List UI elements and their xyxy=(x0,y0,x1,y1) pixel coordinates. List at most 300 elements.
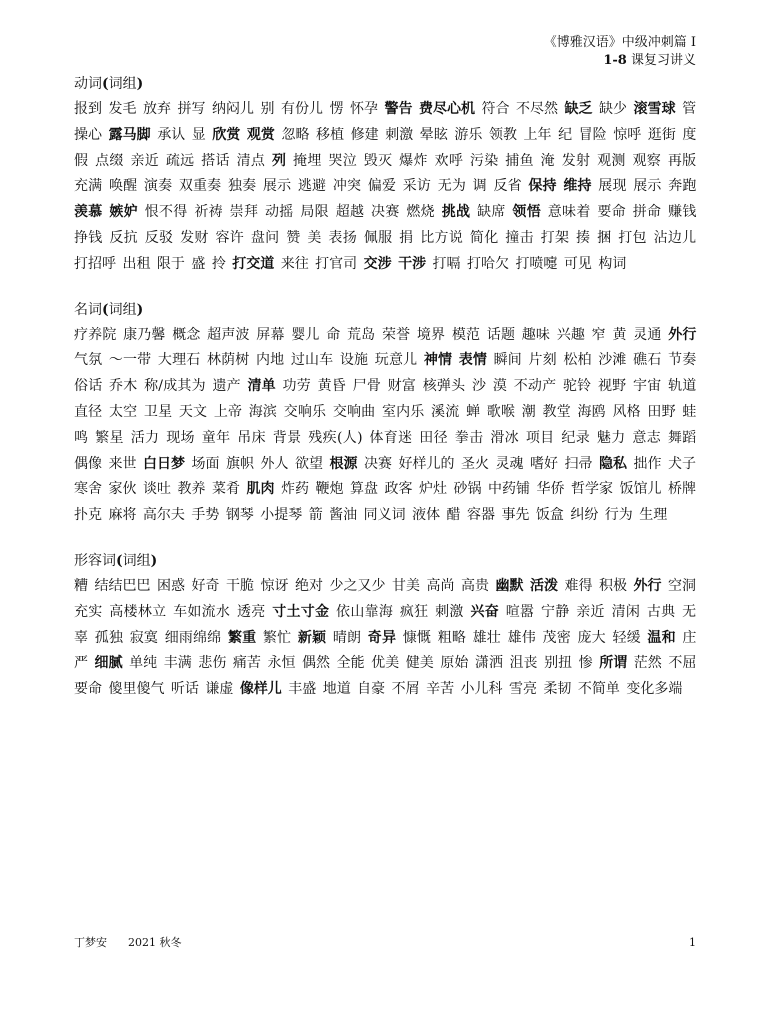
vocab-word: 保持 xyxy=(528,178,557,195)
vocab-word: 拳击 xyxy=(454,429,484,446)
vocab-word: 醋 xyxy=(446,507,461,524)
vocab-word: 可见 xyxy=(563,255,592,272)
vocab-word: 放弃 xyxy=(143,101,172,117)
vocab-word: 出租 xyxy=(122,255,151,272)
vocab-word: 遗产 xyxy=(212,378,241,395)
vocab-word: 教养 xyxy=(177,481,206,498)
vocab-word: 清单 xyxy=(247,378,276,395)
vocab-word: 显 xyxy=(191,126,206,143)
nouns-section xyxy=(74,300,696,529)
vocab-word: 双重奏 xyxy=(178,178,222,195)
vocab-word: 漠 xyxy=(492,378,508,395)
vocab-word: 命 xyxy=(326,326,341,343)
vocab-word: 发射 xyxy=(561,152,591,169)
vocab-word: 优美 xyxy=(371,655,400,672)
vocab-word: 愣 xyxy=(329,101,344,117)
vocab-word: 露马脚 xyxy=(108,126,151,143)
vocab-word: 沮丧 xyxy=(509,655,538,672)
vocab-word: 窄 xyxy=(591,326,606,343)
vocab-word: 圣火 xyxy=(461,455,490,472)
verbs-section xyxy=(74,74,696,278)
vocab-word: 繁忙 xyxy=(262,629,292,646)
vocabulary-content xyxy=(74,74,696,725)
nouns-heading xyxy=(74,300,696,320)
vocab-word: 费尽心机 xyxy=(419,101,476,117)
handout-label: 课复习讲义 xyxy=(626,53,696,68)
vocab-word: 调 xyxy=(472,178,487,195)
vocab-word: 干脆 xyxy=(226,577,255,594)
vocab-word: 室内乐 xyxy=(381,403,425,420)
vocab-word: 奇异 xyxy=(367,629,397,646)
adjectives-heading-main: 形容词 xyxy=(74,552,116,569)
vocab-word: 庄严 xyxy=(74,629,697,672)
vocab-word: 现场 xyxy=(166,429,195,446)
vocab-word: 逛街 xyxy=(647,126,676,143)
vocab-word: 忽略 xyxy=(281,126,310,143)
vocab-word: 吊床 xyxy=(237,429,266,446)
vocab-word: 赚钱 xyxy=(668,204,697,221)
vocab-word: 模范 xyxy=(451,326,481,343)
vocab-word: 表扬 xyxy=(328,229,358,246)
heading-paren-open: ( xyxy=(116,552,123,569)
vocab-word: 辛苦 xyxy=(426,681,455,698)
vocab-word: 变化多端 xyxy=(626,681,683,698)
vocab-word: 田径 xyxy=(419,429,448,446)
vocab-word: 移植 xyxy=(316,126,345,143)
vocab-word: 警告 xyxy=(384,101,413,117)
page-number: 1 xyxy=(689,936,696,949)
vocab-word: 温和 xyxy=(647,629,676,646)
vocab-word: 酱油 xyxy=(329,507,358,524)
vocab-word: 粗略 xyxy=(437,629,467,646)
vocab-word: 庞大 xyxy=(577,629,606,646)
vocab-word: 表情 xyxy=(458,352,488,369)
vocab-word: 林荫树 xyxy=(206,352,250,369)
vocab-word: 新颖 xyxy=(297,629,327,646)
vocab-word: 犬子 xyxy=(668,455,697,472)
vocab-word: 谈吐 xyxy=(143,481,172,498)
vocab-word: 点缀 xyxy=(95,152,124,169)
vocab-word: 松柏 xyxy=(563,352,592,369)
vocab-word: 发毛 xyxy=(108,101,137,117)
vocab-word: 雄壮 xyxy=(472,629,501,646)
vocab-word: 单纯 xyxy=(129,655,158,672)
vocab-word: 不尽然 xyxy=(516,101,559,117)
vocab-word: 天文 xyxy=(178,403,208,420)
vocab-word: 背景 xyxy=(272,429,302,446)
vocab-word: 拼命 xyxy=(632,204,662,221)
vocab-word: 隐私 xyxy=(599,455,628,472)
vocab-word: 听话 xyxy=(170,681,199,698)
vocab-word: 宇宙 xyxy=(633,378,662,395)
vocab-word: 外行 xyxy=(668,326,697,343)
vocab-word: 所谓 xyxy=(599,655,628,672)
vocab-word: 宁静 xyxy=(541,603,570,620)
vocab-word: 惨 xyxy=(578,655,593,672)
vocab-word: 轨道 xyxy=(668,378,697,395)
vocab-word: 哲学家 xyxy=(571,481,614,498)
vocab-word: 领悟 xyxy=(512,204,541,221)
vocab-word: 卫星 xyxy=(143,403,173,420)
verbs-heading-sub: 词组 xyxy=(108,76,137,92)
vocab-word: 高贵 xyxy=(461,577,490,594)
vocab-word: 打包 xyxy=(618,229,647,246)
vocab-word: 玩意儿 xyxy=(374,352,418,369)
vocab-word: 打官司 xyxy=(315,255,358,272)
vocab-word: 羡慕 xyxy=(74,204,103,221)
vocab-word: 舞蹈 xyxy=(667,429,697,446)
vocab-word: 古典 xyxy=(646,603,676,620)
vocab-word: 打哈欠 xyxy=(466,255,509,272)
vocab-word: 政客 xyxy=(384,481,413,498)
vocab-word: 嗜好 xyxy=(530,455,559,472)
verbs-word-list xyxy=(74,97,696,278)
vocab-word: 幽默 xyxy=(495,577,524,594)
vocab-word: 刺激 xyxy=(385,126,414,143)
vocab-word: 细腻 xyxy=(94,655,123,672)
vocab-word: 寒舍 xyxy=(74,481,103,498)
vocab-word: 傻里傻气 xyxy=(108,681,165,698)
vocab-word: 炸药 xyxy=(281,481,310,498)
vocab-word: 采访 xyxy=(402,178,432,195)
vocab-word: 意味着 xyxy=(547,204,591,221)
vocab-word: 灵魂 xyxy=(495,455,524,472)
vocab-word: 无辜 xyxy=(74,603,697,646)
nouns-heading-main: 名词 xyxy=(74,301,102,318)
vocab-word: 孤独 xyxy=(94,629,124,646)
vocab-word: 高尚 xyxy=(426,577,455,594)
vocab-word: 算盘 xyxy=(350,481,379,498)
vocab-word: 甘美 xyxy=(392,577,421,594)
vocab-word: 繁星 xyxy=(95,429,124,446)
vocab-word: 荒岛 xyxy=(346,326,376,343)
vocab-word: 偶像 xyxy=(74,455,103,472)
vocab-word: 哭泣 xyxy=(328,152,358,169)
vocab-word: 积极 xyxy=(599,577,628,594)
vocab-word: 纪录 xyxy=(561,429,591,446)
nouns-word-list xyxy=(74,323,696,529)
vocab-word: 动摇 xyxy=(265,204,294,221)
vocab-word: 打嗝 xyxy=(432,255,461,272)
vocab-word: 欣赏 xyxy=(212,126,241,143)
vocab-word: 繁重 xyxy=(227,629,257,646)
vocab-word: 盘问 xyxy=(250,229,280,246)
vocab-word: 超声波 xyxy=(207,326,250,343)
vocab-word: 痛苦 xyxy=(232,655,261,672)
vocab-word: 海滨 xyxy=(248,403,278,420)
vocab-word: 逃避 xyxy=(297,178,327,195)
vocab-word: 境界 xyxy=(416,326,446,343)
vocab-word: 饭盒 xyxy=(535,507,564,524)
vocab-word: 度假 xyxy=(74,126,697,169)
vocab-word: 欢呼 xyxy=(434,152,464,169)
vocab-word: 瞬间 xyxy=(493,352,522,369)
vocab-word: 蝉 xyxy=(466,403,481,420)
vocab-word: 怀孕 xyxy=(350,101,379,117)
vocab-word: 反抗 xyxy=(109,229,138,246)
heading-paren-close: ) xyxy=(150,552,158,569)
page-header xyxy=(544,34,696,70)
vocab-word: 残疾(人) xyxy=(308,429,363,446)
vocab-word: 嫉妒 xyxy=(109,204,138,221)
vocab-word: 活泼 xyxy=(530,577,559,594)
vocab-word: 滚雪球 xyxy=(633,101,676,117)
vocab-word: 简化 xyxy=(469,229,499,246)
course-title: 《博雅汉语》中级冲刺篇 I xyxy=(543,35,696,50)
lesson-range: 1-8 xyxy=(603,53,627,68)
vocab-word: 惊讶 xyxy=(260,577,289,594)
vocab-word: 沙 xyxy=(471,378,487,395)
vocab-word: 柔韧 xyxy=(543,681,572,698)
vocab-word: 拎 xyxy=(211,255,226,272)
vocab-word: 设施 xyxy=(339,352,369,369)
vocab-word: 绝对 xyxy=(295,577,324,594)
vocab-word: 捕鱼 xyxy=(505,152,534,169)
vocab-word: 内地 xyxy=(255,352,285,369)
vocab-word: 荣誉 xyxy=(381,326,411,343)
vocab-word: 节奏 xyxy=(668,352,697,369)
vocab-word: 教堂 xyxy=(542,403,571,420)
vocab-word: 污染 xyxy=(469,152,499,169)
vocab-word: 大理石 xyxy=(157,352,201,369)
vocab-word: 展现 xyxy=(598,178,627,195)
vocab-word: 观察 xyxy=(632,152,662,169)
vocab-word: 纳闷儿 xyxy=(212,101,255,117)
vocab-word: 礁石 xyxy=(633,352,662,369)
vocab-word: 尸骨 xyxy=(352,378,382,395)
vocab-word: 缺席 xyxy=(477,204,506,221)
vocab-word: 活力 xyxy=(130,429,160,446)
vocab-word: 同义词 xyxy=(363,507,406,524)
vocab-word: 疗养院 xyxy=(74,326,117,343)
vocab-word: 展示 xyxy=(262,178,292,195)
vocab-word: 黄 xyxy=(612,326,627,343)
vocab-word: 旗帜 xyxy=(226,455,255,472)
adjectives-word-list xyxy=(74,574,696,703)
vocab-word: 不屈 xyxy=(668,655,697,672)
vocab-word: 修建 xyxy=(350,126,379,143)
adjectives-heading-sub: 词组 xyxy=(122,552,151,569)
vocab-word: 打招呼 xyxy=(74,255,116,272)
vocab-word: 维持 xyxy=(563,178,592,195)
term-label: 2021 秋冬 xyxy=(128,936,182,949)
vocab-word: 捆 xyxy=(597,229,612,246)
vocab-word: 交响乐 xyxy=(283,403,327,420)
vocab-word: 搭话 xyxy=(201,152,230,169)
vocab-word: 童年 xyxy=(201,429,231,446)
vocab-word: 困惑 xyxy=(157,577,186,594)
vocab-word: 偶然 xyxy=(302,655,331,672)
vocab-word: 慷慨 xyxy=(402,629,432,646)
vocab-word: 像样儿 xyxy=(239,681,282,698)
vocab-word: 悲伤 xyxy=(198,655,227,672)
vocab-word: 要命 xyxy=(74,681,102,698)
vocab-word: 丰满 xyxy=(163,655,192,672)
vocab-word: 要命 xyxy=(597,204,626,221)
vocab-word: 趣味 xyxy=(521,326,551,343)
vocab-word: 生理 xyxy=(639,507,668,524)
vocab-word: 婴儿 xyxy=(291,326,320,343)
vocab-word: 功劳 xyxy=(282,378,311,395)
vocab-word: 上年 xyxy=(523,126,552,143)
vocab-word: 观测 xyxy=(597,152,626,169)
vocab-word: 扫帚 xyxy=(564,455,593,472)
vocab-word: 气氛 xyxy=(74,352,103,369)
vocab-word: 惊呼 xyxy=(613,126,642,143)
vocab-word: 揍 xyxy=(576,229,591,246)
vocab-word: 佩服 xyxy=(363,229,393,246)
adjectives-section xyxy=(74,551,696,703)
vocab-word: 领教 xyxy=(488,126,518,143)
vocab-word: 扑克 xyxy=(74,507,102,524)
vocab-word: 沙滩 xyxy=(598,352,627,369)
vocab-word: 淹 xyxy=(540,152,555,169)
vocab-word: 赞 xyxy=(286,229,301,246)
vocab-word: 再版 xyxy=(667,152,697,169)
vocab-word: 神情 xyxy=(423,352,453,369)
vocab-word: 亲近 xyxy=(130,152,160,169)
heading-paren-close: ) xyxy=(136,76,144,92)
vocab-word: 潮 xyxy=(521,403,536,420)
vocab-word: 太空 xyxy=(108,403,138,420)
vocab-word: 康乃馨 xyxy=(123,326,166,343)
handout-subtitle xyxy=(544,52,696,70)
vocab-word: 概念 xyxy=(172,326,201,343)
vocab-word: 项目 xyxy=(525,429,555,446)
vocab-word: 缺少 xyxy=(599,101,628,117)
vocab-word: 限于 xyxy=(156,255,185,272)
vocab-word: 依山靠海 xyxy=(336,603,394,620)
vocab-word: 清闲 xyxy=(611,603,641,620)
vocab-word: 不屑 xyxy=(391,681,420,698)
vocab-word: 捐 xyxy=(399,229,414,246)
vocab-word: 挣钱 xyxy=(74,229,103,246)
vocab-word: 展示 xyxy=(633,178,662,195)
vocab-word: 意志 xyxy=(632,429,662,446)
vocab-word: 无为 xyxy=(437,178,467,195)
vocab-word: 海鸥 xyxy=(577,403,606,420)
vocab-word: 列 xyxy=(271,152,287,169)
vocab-word: 挑战 xyxy=(441,204,471,221)
vocab-word: 称/成其为 xyxy=(144,378,206,395)
vocab-word: 直径 xyxy=(74,403,103,420)
vocab-word: 刺激 xyxy=(435,603,464,620)
heading-paren-open: ( xyxy=(102,76,109,92)
vocab-word: 财富 xyxy=(387,378,417,395)
vocab-word: 田野 xyxy=(647,403,676,420)
vocab-word: 超越 xyxy=(335,204,365,221)
vocab-word: 掩埋 xyxy=(293,152,322,169)
vocab-word: 车如流水 xyxy=(173,603,231,620)
author-name: 丁梦安 xyxy=(74,936,107,949)
vocab-word: 反驳 xyxy=(144,229,174,246)
vocab-word: 交响曲 xyxy=(332,403,376,420)
vocab-word: 事先 xyxy=(501,507,530,524)
vocab-word: 祈祷 xyxy=(194,204,223,221)
vocab-word: 管 xyxy=(682,101,697,117)
vocab-word: 别扭 xyxy=(544,655,573,672)
vocab-word: 自豪 xyxy=(357,681,386,698)
vocab-word: 亲近 xyxy=(576,603,605,620)
vocab-word: 潇洒 xyxy=(474,655,503,672)
vocab-word: 沾边儿 xyxy=(653,229,697,246)
vocab-word: 白日梦 xyxy=(143,455,186,472)
vocab-word: 清点 xyxy=(236,152,266,169)
vocab-word: 话题 xyxy=(486,326,516,343)
vocab-word: 歌喉 xyxy=(486,403,516,420)
vocab-word: 中药铺 xyxy=(488,481,531,498)
vocab-word: 喧嚣 xyxy=(505,603,535,620)
vocab-word: 驼铃 xyxy=(562,378,592,395)
vocab-word: 俗话 xyxy=(74,378,103,395)
vocab-word: 冒险 xyxy=(578,126,607,143)
vocab-word: 游乐 xyxy=(454,126,483,143)
vocab-word: 报到 xyxy=(74,101,103,117)
vocab-word: 高楼林立 xyxy=(109,603,167,620)
vocab-word: 桥牌 xyxy=(668,481,697,498)
vocab-word: 饭馆儿 xyxy=(619,481,662,498)
vocab-word: 难得 xyxy=(564,577,593,594)
vocab-word: 唤醒 xyxy=(108,178,138,195)
vocab-word: 比方说 xyxy=(420,229,464,246)
verbs-heading xyxy=(74,74,696,94)
vocab-word: 寸土寸金 xyxy=(272,603,330,620)
vocab-word: 液体 xyxy=(412,507,441,524)
vocab-word: 崇拜 xyxy=(229,204,259,221)
vocab-word: 决赛 xyxy=(371,204,400,221)
vocab-word: 丰盛 xyxy=(288,681,317,698)
vocab-word: 疏远 xyxy=(165,152,195,169)
vocab-word: 溪流 xyxy=(431,403,460,420)
vocab-word: 肌肉 xyxy=(246,481,275,498)
vocab-word: 反省 xyxy=(493,178,522,195)
vocab-word: 兴奋 xyxy=(470,603,499,620)
vocab-word: 灵通 xyxy=(633,326,662,343)
vocab-word: 片刻 xyxy=(528,352,557,369)
vocab-word: 永恒 xyxy=(267,655,296,672)
vocab-word: 有份儿 xyxy=(281,101,324,117)
vocab-word: 独奏 xyxy=(227,178,257,195)
vocab-word: 核弹头 xyxy=(422,378,466,395)
vocab-word: 不动产 xyxy=(513,378,557,395)
vocab-word: 空洞 xyxy=(668,577,697,594)
heading-paren-close: ) xyxy=(136,301,144,318)
vocab-word: 寂寞 xyxy=(129,629,159,646)
vocab-word: 麻将 xyxy=(108,507,137,524)
vocab-word: 华侨 xyxy=(536,481,565,498)
vocab-word: 手势 xyxy=(191,507,220,524)
vocab-word: 干涉 xyxy=(398,255,427,272)
vocab-word: 高尔夫 xyxy=(142,507,185,524)
vocab-word: 晴朗 xyxy=(332,629,362,646)
vocab-word: 拼写 xyxy=(177,101,206,117)
vocab-word: 毁灭 xyxy=(363,152,393,169)
vocab-word: 演奏 xyxy=(143,178,173,195)
vocab-word: 晕眩 xyxy=(419,126,448,143)
vocab-word: 谦虚 xyxy=(205,681,234,698)
vocab-word: 过山车 xyxy=(290,352,334,369)
vocab-word: 好样儿的 xyxy=(398,455,455,472)
vocab-word: 构词 xyxy=(598,255,627,272)
vocab-word: 小儿科 xyxy=(460,681,503,698)
vocab-word: 原始 xyxy=(440,655,469,672)
vocab-word: 行为 xyxy=(604,507,633,524)
vocab-word: 茫然 xyxy=(633,655,662,672)
vocab-word: 局限 xyxy=(300,204,329,221)
vocab-word: 风格 xyxy=(612,403,641,420)
vocab-word: 小提琴 xyxy=(260,507,303,524)
vocab-word: 少之又少 xyxy=(329,577,386,594)
